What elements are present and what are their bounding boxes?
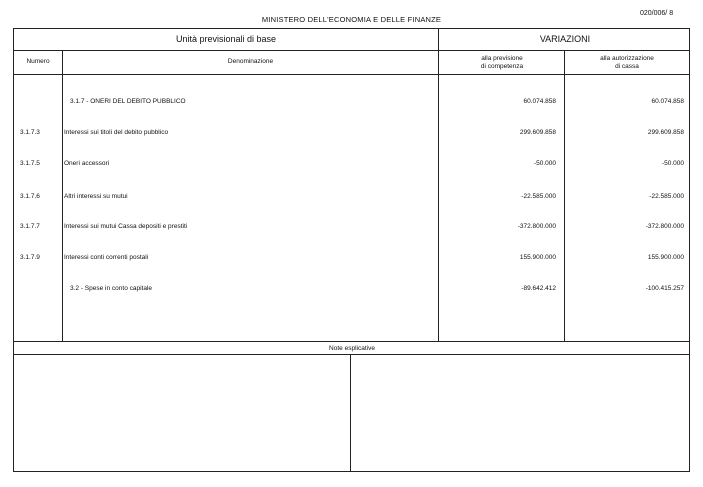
previsione-header-line2: di competenza [480,63,524,70]
row-previsione: -89.642.412 [521,285,556,292]
row-denominazione: Oneri accessori [64,160,110,167]
row-previsione: 155.900.000 [519,254,556,261]
row-denominazione: Interessi sui titoli del debito pubblico [64,129,169,136]
cassa-header-line1: alla autorizzazione [600,55,654,62]
row-previsione: -372.800.000 [517,223,556,230]
row-previsione: -22.585.000 [521,193,556,200]
notes-heading: Note esplicative [329,345,375,352]
row-denominazione: Altri interessi su mutui [64,193,128,200]
header-divider [13,50,690,51]
row-numero: 3.1.7.3 [20,129,40,136]
cassa-header-line2: di cassa [615,63,639,70]
row-cassa: -372.800.000 [645,223,684,230]
notes-left-box [14,355,349,471]
row-denominazione: Interessi sui mutui Cassa depositi e prestiti [64,223,188,230]
row-cassa: 299.609.858 [647,129,684,136]
row-denominazione: Interessi conti correnti postali [64,254,149,261]
row-numero: 3.1.7.7 [20,223,40,230]
unita-previsionali-heading: Unità previsionali di base [175,34,277,44]
numero-column-divider [62,50,63,341]
row-denominazione: 3.2 - Spese in conto capitale [70,285,153,292]
row-cassa: -100.415.257 [645,285,684,292]
cassa-column-header [565,55,689,71]
column-header-divider [13,74,690,75]
previsione-column-header [440,55,564,71]
ministry-title: MINISTERO DELL'ECONOMIA E DELLE FINANZE [261,15,442,24]
row-cassa: -22.585.000 [649,193,684,200]
denominazione-column-header: Denominazione [227,58,274,65]
row-previsione: 299.609.858 [519,129,556,136]
row-numero: 3.1.7.6 [20,193,40,200]
row-cassa: -50.000 [661,160,684,167]
variazioni-column-divider [438,28,439,341]
row-cassa: 60.074.858 [651,98,684,105]
numero-column-header: Numero [26,58,50,65]
row-denominazione: 3.1.7 - ONERI DEL DEBITO PUBBLICO [70,98,186,105]
notes-divider-top [13,341,690,342]
previsione-header-line1: alla previsione [481,55,523,62]
row-previsione: 60.074.858 [523,98,556,105]
row-cassa: 155.900.000 [647,254,684,261]
notes-right-box [351,355,689,471]
row-numero: 3.1.7.5 [20,160,40,167]
row-numero: 3.1.7.9 [20,254,40,261]
page-code: 020/006/ 8 [640,10,674,17]
variazioni-heading: VARIAZIONI [539,34,591,44]
row-previsione: -50.000 [533,160,556,167]
